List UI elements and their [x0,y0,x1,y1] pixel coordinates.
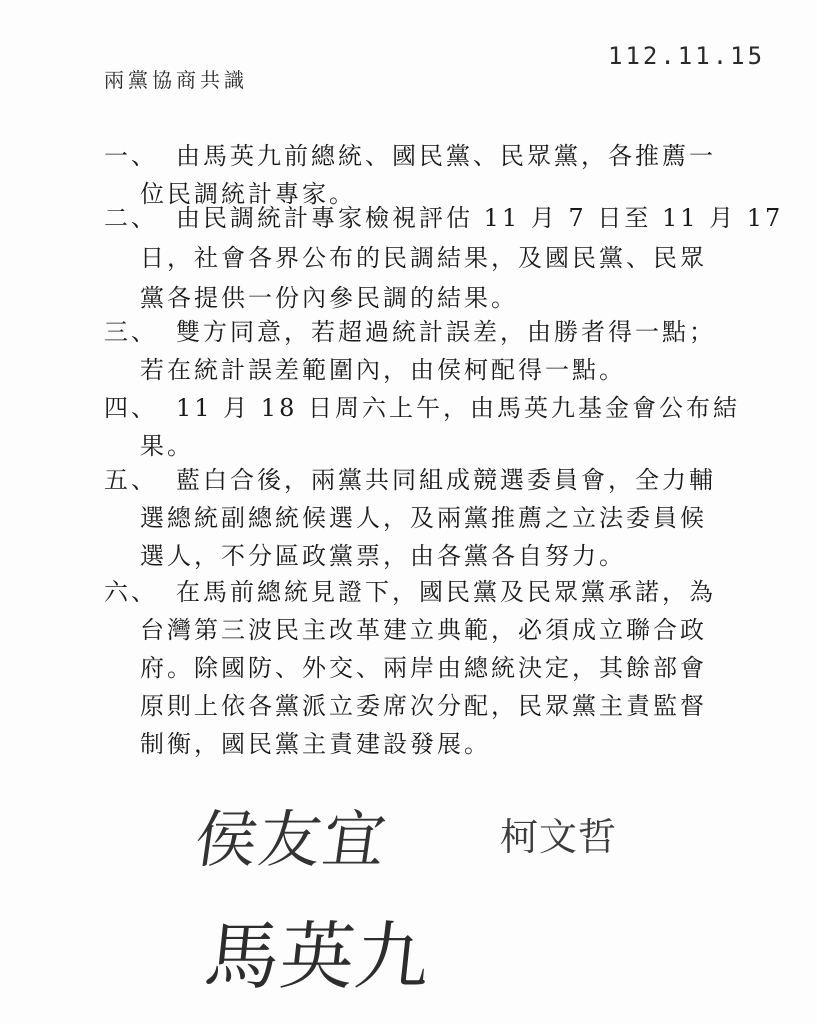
item-line: 選總統副總統候選人，及兩黨推薦之立法委員候 [140,504,707,532]
item-number: 五、 [104,466,158,494]
item-line: 在馬前總統見證下，國民黨及民眾黨承諾，為 [176,578,716,606]
item-line: 制衡，國民黨主責建設發展。 [140,730,491,758]
item-number: 四、 [104,394,158,422]
item-line: 位民調統計專家。 [140,180,356,208]
signature-hou: 侯友宜 [190,803,393,876]
item-line: 日，社會各界公布的民調結果，及國民黨、民眾 [140,244,707,272]
signature-ma: 馬英九 [200,914,435,1000]
item-line: 原則上依各黨派立委席次分配，民眾黨主責監督 [140,692,707,720]
page-title: 兩黨協商共識 [104,68,248,92]
item-line: 選人，不分區政黨票，由各黨各自努力。 [140,542,626,570]
item-line: 雙方同意，若超過統計誤差，由勝者得一點； [176,318,716,346]
item-line: 黨各提供一份內參民調的結果。 [140,284,518,312]
item-line: 台灣第三波民主改革建立典範，必須成立聯合政 [140,616,707,644]
item-line: 藍白合後，兩黨共同組成競選委員會，全力輔 [176,466,716,494]
item-number: 一、 [104,142,158,170]
item-number: 六、 [104,578,158,606]
signature-ko: 柯文哲 [500,815,618,859]
item-line: 府。除國防、外交、兩岸由總統決定，其餘部會 [140,654,707,682]
item-number: 三、 [104,318,158,346]
item-line: 若在統計誤差範圍內，由侯柯配得一點。 [140,356,626,384]
document-date: 112.11.15 [608,42,766,70]
item-line: 由馬英九前總統、國民黨、民眾黨，各推薦一 [176,142,716,170]
item-line: 由民調統計專家檢視評估 11 月 7 日至 11 月 17 [176,204,784,232]
item-number: 二、 [104,204,158,232]
item-line: 11 月 18 日周六上午，由馬英九基金會公布結 [176,394,740,422]
item-line: 果。 [140,432,194,460]
